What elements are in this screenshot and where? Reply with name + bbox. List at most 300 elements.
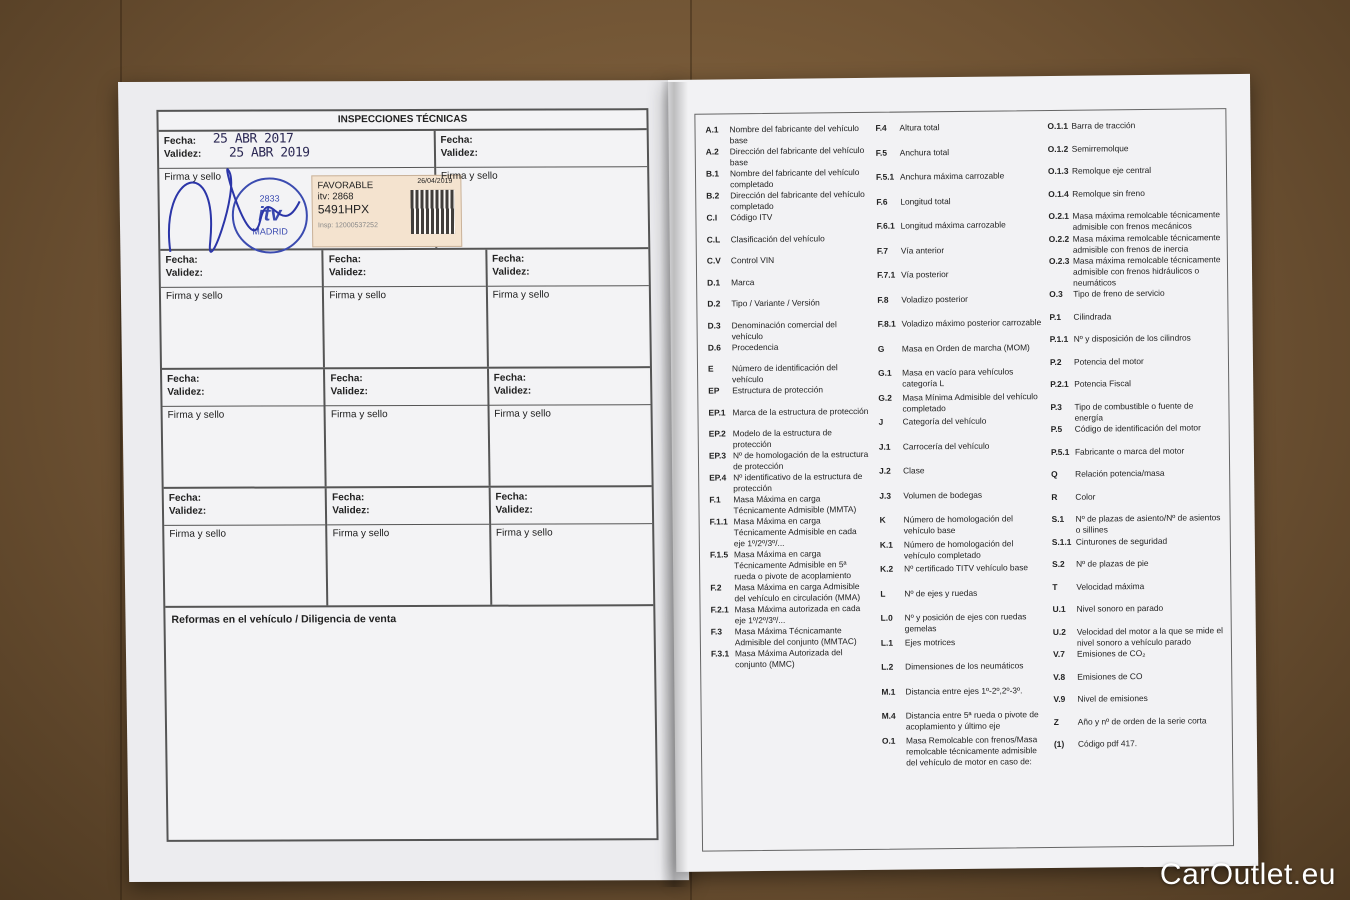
- inspection-cell: [160, 250, 325, 368]
- code-id: B.2: [706, 190, 720, 201]
- code-description: Nivel de emisiones: [1077, 693, 1148, 704]
- code-id: O.2.2: [1048, 233, 1070, 244]
- code-id: F.1.5: [709, 549, 729, 560]
- firma-label: Firma y sello: [440, 170, 498, 182]
- code-item: [710, 548, 870, 583]
- code-id: F.8: [877, 294, 889, 305]
- code-item: [882, 734, 1047, 769]
- code-item: [879, 440, 1044, 466]
- firma-label: Firma y sello: [164, 171, 222, 183]
- code-description: Potencia del motor: [1073, 355, 1144, 367]
- code-description: Cinturones de seguridad: [1075, 535, 1168, 547]
- code-description: Emisiones de CO: [1077, 670, 1143, 682]
- code-item: [1053, 647, 1225, 671]
- fecha-label: Fecha:: [328, 254, 362, 266]
- code-description: Código de identificación del motor: [1074, 422, 1201, 434]
- firma-label: Firma y sello: [167, 409, 225, 421]
- code-id: T: [1052, 581, 1058, 592]
- code-item: [1052, 512, 1224, 536]
- code-item: [877, 244, 1042, 270]
- code-id: C.V: [706, 255, 721, 266]
- code-item: [707, 297, 867, 320]
- inspection-cell: [324, 250, 489, 368]
- code-id: Z: [1053, 716, 1059, 727]
- inspections-grid: [156, 108, 658, 842]
- code-item: [876, 219, 1041, 245]
- code-description: Dirección del fabricante del vehículo completado: [730, 188, 865, 212]
- code-id: C.I: [706, 212, 718, 223]
- code-item: [878, 317, 1043, 343]
- code-description: Altura total: [899, 122, 940, 133]
- code-item: [706, 211, 866, 234]
- code-id: Q: [1051, 468, 1058, 480]
- code-item: [711, 625, 871, 649]
- code-id: P.2: [1049, 356, 1062, 367]
- code-description: Relación potencia/masa: [1075, 467, 1165, 479]
- code-item: [709, 493, 869, 517]
- code-item: [709, 471, 869, 495]
- code-description: Nº de homologación de la estructura de protección: [732, 448, 869, 472]
- reformas-section: [165, 606, 656, 840]
- inspection-row: [159, 130, 649, 251]
- firma-label: Firma y sello: [330, 409, 388, 421]
- code-id: J.2: [879, 465, 891, 476]
- fecha-label: Fecha:: [492, 253, 525, 265]
- code-item: [881, 685, 1046, 711]
- code-item: [1048, 209, 1220, 233]
- code-id: EP.1: [708, 406, 726, 418]
- inspection-cell: [489, 368, 652, 486]
- code-item: [1051, 467, 1223, 491]
- code-id: L.2: [881, 661, 894, 672]
- code-id: O.3: [1049, 288, 1063, 300]
- code-item: [708, 384, 868, 407]
- code-description: Nº de plazas de asiento/Nº de asientos o sillines: [1075, 512, 1221, 535]
- codes-column-2: [875, 121, 1047, 768]
- validez-label: Validez:: [493, 385, 532, 397]
- code-item: [1051, 490, 1223, 514]
- code-id: V.9: [1053, 693, 1066, 704]
- code-item: [706, 167, 866, 191]
- code-item: [710, 515, 870, 550]
- code-id: B.1: [705, 168, 720, 179]
- validez-label: Validez:: [440, 147, 479, 159]
- code-item: [879, 489, 1044, 515]
- code-id: L.1: [880, 637, 894, 648]
- code-description: Tipo de combustible o fuente de energía: [1074, 400, 1194, 423]
- code-item: [1048, 164, 1220, 188]
- page-fold: [660, 82, 688, 887]
- fecha-label: Fecha:: [168, 492, 202, 504]
- validez-label: Validez:: [163, 148, 202, 160]
- code-description: Longitud máxima carrozable: [900, 219, 1006, 231]
- code-item: [708, 362, 868, 386]
- code-id: O.2.3: [1048, 255, 1070, 267]
- sticker-itv: itv: 2868: [317, 191, 354, 203]
- code-description: Estructura de protección: [732, 384, 824, 396]
- code-item: [876, 195, 1041, 221]
- code-item: [1050, 355, 1222, 379]
- code-item: [882, 709, 1047, 735]
- code-item: [1052, 580, 1224, 604]
- code-item: [1049, 254, 1221, 289]
- code-item: [876, 170, 1041, 196]
- code-description: Dirección del fabricante del vehículo base: [729, 144, 865, 168]
- code-description: Control VIN: [730, 254, 775, 266]
- code-id: O.1.1: [1047, 120, 1069, 132]
- code-id: D.1: [707, 276, 721, 288]
- code-id: D.2: [707, 298, 721, 309]
- validez-label: Validez:: [167, 386, 205, 398]
- fecha-label: Fecha:: [440, 134, 473, 146]
- code-id: A.1: [705, 124, 719, 135]
- code-id: O.1: [881, 735, 896, 746]
- validez-label: Validez:: [165, 267, 203, 279]
- code-description: Fabricante o marca del motor: [1074, 445, 1185, 457]
- code-item: [880, 538, 1045, 564]
- code-description: Masa Máxima en carga Técnicamente Admisible (MMTA): [733, 493, 857, 516]
- code-description: Tipo / Variante / Versión: [731, 297, 820, 309]
- code-item: [1053, 692, 1225, 716]
- code-item: [878, 342, 1043, 368]
- code-item: [1049, 287, 1221, 311]
- code-item: [875, 121, 1040, 147]
- fecha-label: Fecha:: [165, 254, 198, 266]
- code-id: (1): [1053, 738, 1065, 749]
- code-description: Masa máxima remolcable técnicamente admisible con frenos mecánicos: [1072, 209, 1221, 232]
- code-description: Tipo de freno de servicio: [1073, 287, 1165, 299]
- code-description: Clasificación del vehículo: [730, 232, 825, 244]
- code-item: [1050, 400, 1222, 424]
- codes-column-3: [1047, 119, 1226, 761]
- code-description: Año y nº de orden de la serie corta: [1077, 714, 1207, 727]
- stamp-fecha: 25 ABR 2017: [212, 131, 294, 147]
- code-item: [707, 232, 867, 255]
- code-id: S.1.1: [1051, 536, 1072, 547]
- code-item: [709, 427, 869, 451]
- code-description: Voladizo máximo posterior carrozable: [901, 317, 1042, 329]
- code-description: Marca: [731, 276, 755, 287]
- code-description: Remolque eje central: [1071, 164, 1152, 176]
- code-description: Número de homologación del vehículo base: [903, 513, 1014, 536]
- code-id: S.1: [1051, 513, 1065, 525]
- code-id: A.2: [705, 146, 719, 157]
- code-id: F.4: [875, 122, 887, 133]
- code-id: P.5: [1050, 423, 1063, 435]
- code-item: [1050, 332, 1222, 356]
- code-id: G.2: [878, 392, 892, 403]
- code-id: EP.4: [709, 472, 727, 483]
- inspection-cell: [487, 249, 650, 367]
- code-id: L: [880, 588, 886, 599]
- code-id: F.2: [710, 582, 722, 593]
- validez-label: Validez:: [330, 386, 368, 398]
- inspection-cell: [164, 488, 329, 606]
- code-description: Carrocería del vehículo: [902, 440, 990, 452]
- code-item: [880, 587, 1045, 613]
- code-id: E: [707, 363, 714, 374]
- seal-num: 2833: [259, 193, 280, 204]
- code-item: [1054, 715, 1226, 739]
- code-item: [877, 293, 1042, 319]
- watermark-logo: CarOutlet.eu: [1159, 858, 1336, 891]
- fecha-label: Fecha:: [495, 491, 528, 503]
- code-id: F.2.1: [710, 604, 729, 615]
- code-id: P.3: [1050, 401, 1062, 412]
- code-description: Código pdf 417.: [1077, 738, 1138, 749]
- code-item: [879, 415, 1044, 441]
- code-item: [708, 405, 868, 428]
- code-item: [705, 123, 865, 147]
- code-description: Nº de plazas de pie: [1076, 557, 1149, 569]
- stamp-validez: 25 ABR 2019: [228, 145, 310, 161]
- fecha-label: Fecha:: [167, 373, 200, 385]
- code-id: L.0: [880, 612, 893, 623]
- inspection-cell: [490, 487, 653, 605]
- code-description: Marca de la estructura de protección: [732, 405, 869, 417]
- code-description: Semirremolque: [1071, 142, 1129, 154]
- code-id: P.2.1: [1050, 378, 1069, 390]
- code-item: [706, 189, 866, 213]
- code-description: Nombre del fabricante del vehículo base: [729, 123, 859, 146]
- code-id: O.1.4: [1048, 188, 1069, 199]
- code-item: [880, 513, 1045, 539]
- code-item: [708, 318, 868, 342]
- firma-label: Firma y sello: [165, 290, 223, 302]
- fecha-label: Fecha:: [163, 135, 197, 147]
- code-id: F.6.1: [876, 220, 895, 231]
- code-description: Nivel sonoro en parado: [1076, 602, 1164, 614]
- validez-label: Validez:: [332, 505, 370, 517]
- code-id: P.5.1: [1050, 446, 1070, 457]
- code-item: [1047, 119, 1219, 143]
- code-item: [881, 636, 1046, 662]
- code-description: Distancia entre ejes 1º-2º,2º-3º.: [905, 684, 1023, 697]
- code-description: Vía posterior: [900, 269, 949, 280]
- code-description: Cilindrada: [1073, 310, 1112, 322]
- fecha-label: Fecha:: [330, 373, 363, 385]
- validez-label: Validez:: [492, 266, 530, 278]
- code-description: Masa en vacío para vehículos categoría L: [902, 366, 1014, 389]
- code-item: [879, 464, 1044, 490]
- code-item: [1052, 535, 1224, 559]
- code-item: [707, 275, 867, 298]
- code-id: F.1: [709, 494, 721, 505]
- code-description: Número de identificación del vehículo: [731, 362, 838, 385]
- code-description: Masa máxima remolcable técnicamente admisible con frenos de inercia: [1072, 231, 1221, 255]
- firma-label: Firma y sello: [329, 290, 387, 302]
- code-id: F.5: [875, 147, 887, 158]
- code-description: Vía anterior: [900, 244, 945, 256]
- code-id: M.4: [881, 710, 896, 721]
- firma-label: Firma y sello: [492, 289, 550, 301]
- code-id: F.5.1: [875, 171, 895, 182]
- code-description: Código ITV: [730, 211, 773, 223]
- code-id: K.1: [879, 539, 893, 550]
- code-item: [707, 254, 867, 277]
- code-id: F.7.1: [876, 269, 896, 280]
- code-id: O.1.2: [1047, 143, 1069, 154]
- code-id: EP.2: [708, 428, 726, 439]
- code-description: Modelo de la estructura de protección: [732, 427, 832, 450]
- code-id: EP.3: [708, 450, 727, 461]
- code-description: Volumen de bodegas: [903, 489, 983, 501]
- sticker-result: FAVORABLE: [317, 180, 374, 192]
- code-description: Masa en Orden de marcha (MOM): [901, 341, 1030, 354]
- inspection-cell: [159, 131, 453, 249]
- code-description: Masa Máxima en carga Técnicamente Admisible en 5ª rueda o pivote de acoplamiento: [733, 548, 852, 582]
- inspection-row: [164, 487, 654, 608]
- right-page: [668, 74, 1258, 872]
- code-description: Nº identificativo de la estructura de protección: [733, 470, 863, 494]
- code-id: V.8: [1053, 671, 1066, 682]
- code-item: [706, 145, 866, 169]
- code-item: [878, 366, 1043, 392]
- code-description: Categoría del vehículo: [902, 415, 987, 427]
- code-description: Denominación comercial del vehículo: [731, 318, 837, 341]
- code-id: J.1: [878, 441, 891, 452]
- code-item: [1050, 377, 1222, 401]
- inspection-row: [160, 249, 650, 370]
- grid-title: INSPECCIONES TÉCNICAS: [158, 110, 646, 132]
- fecha-label: Fecha:: [493, 372, 527, 384]
- seal-brand: itv: [258, 203, 282, 226]
- inspection-cell: [435, 130, 648, 248]
- code-description: Nº y posición de ejes con ruedas gemelas: [904, 611, 1027, 634]
- code-id: V.7: [1052, 648, 1065, 659]
- code-item: [876, 146, 1041, 172]
- code-description: Número de homologación del vehículo completado: [903, 537, 1014, 561]
- seal-city: MADRID: [252, 226, 288, 237]
- code-description: Distancia entre 5ª rueda o pivote de acoplamiento y último eje: [905, 709, 1039, 732]
- code-id: J.3: [879, 490, 892, 501]
- inspection-cell: [162, 369, 327, 487]
- code-id: K.2: [880, 563, 894, 574]
- code-description: Emisiones de CO₂: [1076, 648, 1146, 659]
- code-item: [1048, 187, 1220, 211]
- code-id: F.1.1: [709, 516, 728, 527]
- code-id: F.3: [710, 626, 723, 637]
- reformas-label: Reformas en el vehículo / Diligencia de venta: [171, 613, 397, 626]
- code-description: Nombre del fabricante del vehículo completado: [729, 167, 860, 190]
- code-id: U.1: [1052, 603, 1066, 615]
- code-id: D.3: [707, 319, 721, 331]
- code-id: G: [877, 343, 885, 354]
- code-id: O.1.3: [1047, 165, 1069, 177]
- code-item: [710, 581, 870, 605]
- code-id: EP: [708, 385, 720, 396]
- code-id: F.7: [876, 245, 889, 256]
- fecha-label: Fecha:: [332, 492, 365, 504]
- code-item: [708, 340, 868, 363]
- code-description: Nº y disposición de los cilindros: [1073, 332, 1191, 344]
- sticker-code: Insp: 12000537252: [317, 222, 378, 230]
- firma-label: Firma y sello: [169, 528, 227, 540]
- firma-label: Firma y sello: [332, 528, 390, 540]
- code-description: Procedencia: [731, 341, 779, 352]
- code-id: P.1.1: [1049, 333, 1069, 345]
- code-item: [1049, 232, 1221, 256]
- code-description: Barra de tracción: [1071, 120, 1136, 131]
- code-description: Color: [1075, 491, 1096, 502]
- code-id: F.8.1: [877, 318, 896, 329]
- code-item: [1053, 625, 1225, 649]
- code-description: Voladizo posterior: [901, 293, 968, 305]
- code-description: Velocidad del motor a la que se mide el nivel sonoro a vehículo parado: [1076, 624, 1224, 648]
- code-item: [880, 562, 1045, 588]
- code-id: R: [1051, 491, 1058, 502]
- code-description: Potencia Fiscal: [1074, 378, 1132, 389]
- firma-label: Firma y sello: [494, 408, 552, 420]
- code-description: Longitud total: [900, 195, 951, 207]
- code-item: [1052, 557, 1224, 581]
- sticker-date1: 26/04/2019: [417, 177, 453, 185]
- code-description: Masa Máxima Autorizada del conjunto (MMC): [734, 647, 843, 670]
- code-id: J: [878, 416, 884, 427]
- code-id: F.3.1: [710, 648, 730, 659]
- code-id: K: [879, 514, 886, 525]
- code-description: Masa Mínima Admisible del vehículo completado: [902, 390, 1038, 414]
- code-item: [1048, 142, 1220, 166]
- code-id: G.1: [878, 367, 892, 378]
- code-item: [711, 647, 871, 671]
- code-item: [1049, 310, 1221, 334]
- code-item: [881, 611, 1046, 637]
- code-id: S.2: [1052, 558, 1065, 570]
- code-item: [878, 391, 1043, 417]
- code-description: Clase: [903, 465, 925, 476]
- code-description: Nº certificado TITV vehículo base: [904, 562, 1029, 574]
- code-description: Remolque sin freno: [1072, 187, 1145, 199]
- code-description: Masa Máxima en carga Admisible del vehículo en circulación (MMA): [734, 581, 861, 604]
- code-description: Dimensiones de los neumáticos: [905, 660, 1024, 672]
- inspection-cell: [327, 488, 492, 606]
- validez-label: Validez:: [328, 267, 367, 279]
- code-description: Anchura total: [899, 146, 950, 158]
- codes-legend: [694, 108, 1234, 852]
- code-description: Masa Remolcable con frenos/Masa remolcable técnicamente admisible del vehículo de motor en caso de:: [905, 733, 1038, 768]
- validez-label: Validez:: [168, 505, 207, 517]
- code-item: [881, 660, 1046, 686]
- codes-column-1: [705, 123, 871, 671]
- code-id: D.6: [707, 341, 721, 353]
- code-description: Velocidad máxima: [1076, 580, 1145, 592]
- code-description: Masa Máxima en carga Técnicamente Admisible en cada eje 1º/2º/3º/...: [733, 515, 857, 549]
- code-item: [1053, 670, 1225, 694]
- code-description: Masa máxima remolcable técnicamente admisible con frenos hidráulicos o neumáticos: [1072, 254, 1221, 288]
- code-item: [709, 449, 869, 473]
- code-id: M.1: [881, 686, 896, 697]
- code-description: Nº de ejes y ruedas: [904, 587, 978, 599]
- code-id: F.6: [876, 196, 888, 207]
- code-description: Masa Máxima autorizada en cada eje 1º/2º/3º/...: [734, 603, 861, 626]
- code-item: [1054, 737, 1226, 761]
- left-page: [118, 80, 689, 882]
- code-item: [1053, 602, 1225, 626]
- firma-label: Firma y sello: [495, 527, 553, 539]
- sticker-plate: 5491HPX: [317, 202, 370, 217]
- code-id: C.L: [706, 233, 721, 245]
- code-item: [877, 268, 1042, 294]
- code-item: [1051, 445, 1223, 469]
- inspection-row: [162, 368, 652, 489]
- code-item: [710, 603, 870, 627]
- code-id: O.2.1: [1048, 210, 1069, 222]
- inspection-cell: [325, 369, 490, 487]
- code-description: Masa Máxima Técnicamante Admisible del conjunto (MMTAC): [734, 625, 857, 648]
- code-id: P.1: [1049, 311, 1062, 322]
- code-item: [1051, 422, 1223, 446]
